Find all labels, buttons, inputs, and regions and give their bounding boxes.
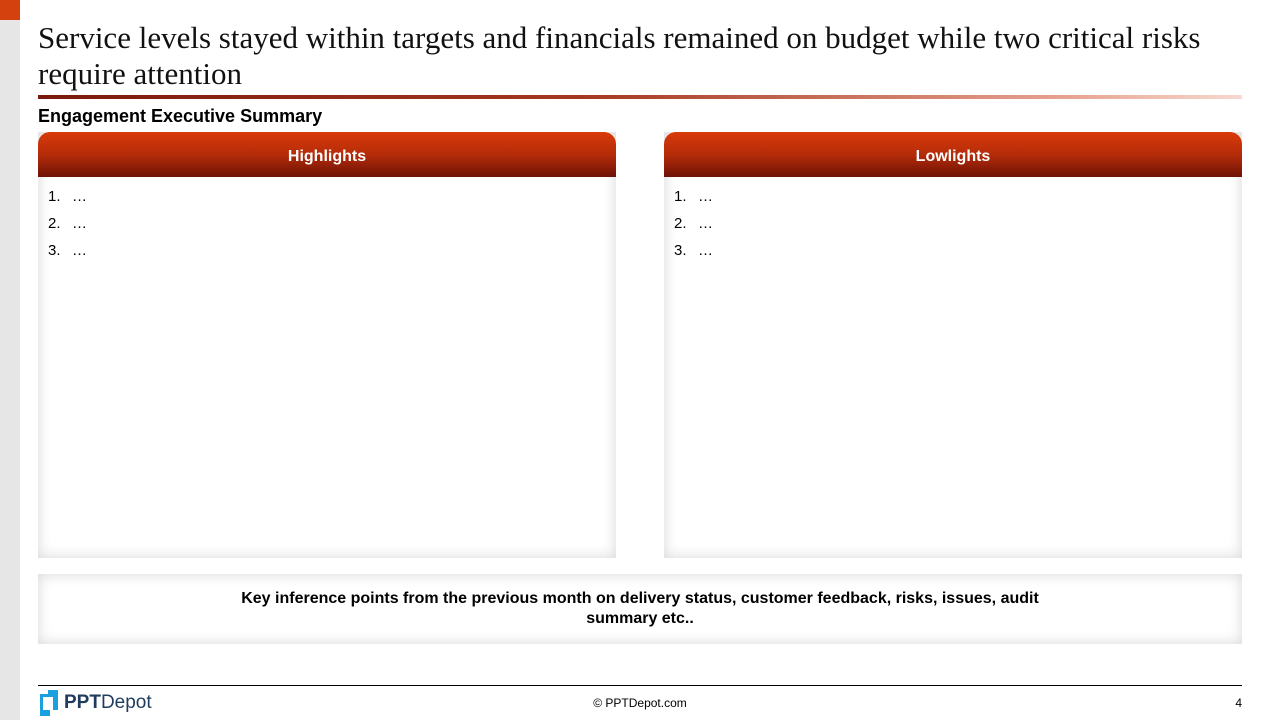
item-text: … [698,242,713,259]
highlights-panel [38,132,616,558]
left-margin-strip [0,0,20,720]
list-item [48,210,616,237]
copyright-text: © PPTDepot.com [593,696,687,710]
lowlights-header: Lowlights [664,132,1242,177]
footer-divider [38,685,1242,686]
item-number: 1. [674,188,687,205]
item-number: 3. [48,242,61,259]
accent-square [0,0,20,20]
title-underline [38,95,1242,99]
item-number: 3. [674,242,687,259]
list-item [674,183,1242,210]
item-text: … [698,188,713,205]
item-number: 2. [48,215,61,232]
item-text: … [72,215,87,232]
list-item [674,210,1242,237]
highlights-header: Highlights [38,132,616,177]
list-item [48,183,616,210]
item-number: 1. [48,188,61,205]
logo-wordmark: PPTDepot [64,692,152,713]
lowlights-list [664,177,1242,264]
inference-box [38,574,1242,644]
highlights-list [38,177,616,264]
item-text: … [698,215,713,232]
slide-subtitle: Engagement Executive Summary [38,106,323,126]
slide-title: Service levels stayed within targets and financials remained on budget while two critical risks require attention [38,20,1201,91]
item-text: … [72,242,87,259]
list-item [674,237,1242,264]
inference-text: Key inference points from the previous month on delivery status, customer feedback, risks, issues, audit summary etc.. [241,590,1039,627]
item-text: … [72,188,87,205]
item-number: 2. [674,215,687,232]
lowlights-panel [664,132,1242,558]
list-item [48,237,616,264]
page-number: 4 [1235,696,1242,710]
